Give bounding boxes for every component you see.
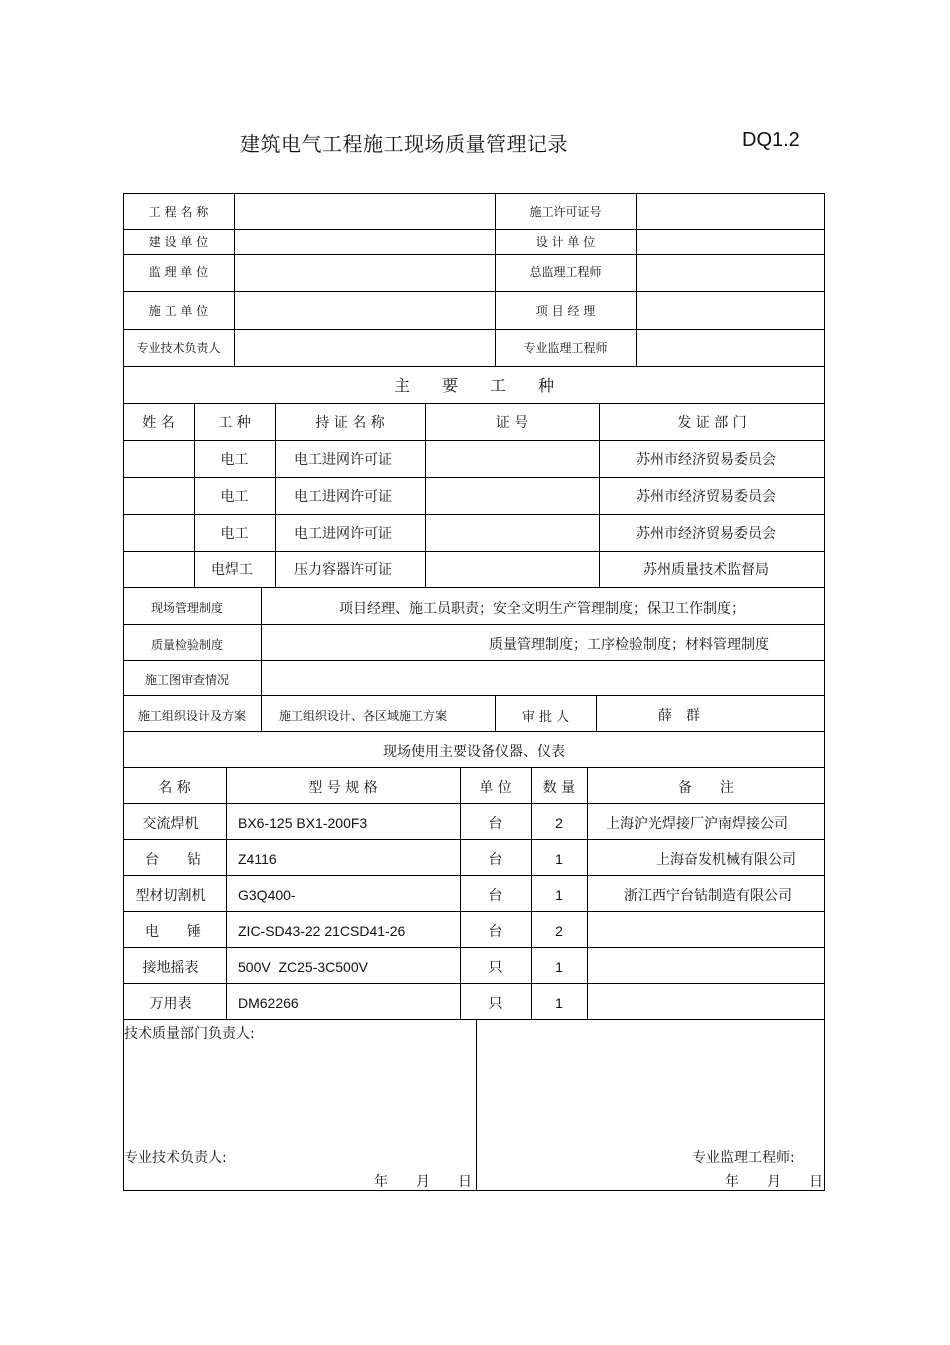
worker-cert: 电工进网许可证 [294, 488, 392, 505]
workers-header-cert: 持 证 名 称 [315, 414, 385, 431]
equipment-unit: 台 [488, 852, 503, 868]
equipment-note: 上海沪光焊接厂沪南焊接公司 [606, 816, 788, 832]
equipment-note [606, 949, 822, 985]
worker-cert-no [425, 514, 599, 551]
equipment-note [606, 985, 822, 1021]
equipment-unit: 台 [488, 888, 503, 904]
worker-issuer: 苏州市经济贸易委员会 [636, 451, 776, 468]
worker-name [123, 440, 194, 477]
worker-cert-no [425, 551, 599, 587]
qa-head-label: 技术质量部门负责人: [124, 1026, 255, 1042]
workers-header-name: 姓 名 [142, 414, 175, 431]
worker-cert: 电工进网许可证 [294, 525, 392, 542]
equipment-model: 500V ZC25-3C500V [238, 959, 368, 975]
label-org-design: 施工组织设计及方案 [137, 708, 246, 723]
label-contractor: 施 工 单 位 [148, 303, 209, 318]
equipment-unit: 台 [488, 816, 503, 832]
form-code: DQ1.2 [742, 129, 800, 151]
equipment-model: G3Q400- [238, 887, 296, 903]
equipment-qty: 1 [555, 959, 563, 975]
worker-trade: 电工 [220, 488, 249, 505]
worker-name [123, 477, 194, 514]
equipment-model: Z4116 [238, 851, 277, 867]
equipment-qty: 1 [555, 851, 563, 867]
label-drawing-review: 施工图审查情况 [144, 673, 229, 687]
equipment-model: ZIC-SD43-22 21CSD41-26 [238, 923, 406, 939]
tech-lead-sign-label: 专业技术负责人: [124, 1150, 227, 1166]
equipment-header-unit: 单 位 [479, 780, 512, 796]
worker-name [123, 514, 194, 551]
equipment-qty: 2 [555, 923, 563, 939]
worker-cert-no [425, 477, 599, 514]
label-site-mgmt: 现场管理制度 [150, 601, 223, 615]
equipment-note [606, 913, 822, 949]
col-divider [636, 193, 637, 366]
col-divider [234, 193, 235, 366]
label-tech-lead: 专业技术负责人 [136, 341, 221, 355]
col-divider [476, 1019, 477, 1191]
date-right: 年 月 日 [725, 1174, 823, 1190]
equipment-name: 型材切割机 [135, 888, 206, 904]
worker-name [123, 551, 194, 587]
workers-header-issuer: 发 证 部 门 [677, 414, 747, 431]
label-specialty-supervisor: 专业监理工程师 [523, 341, 608, 355]
worker-trade: 电工 [220, 451, 249, 468]
worker-cert-no [425, 440, 599, 477]
equipment-name: 台 钻 [145, 852, 201, 868]
equipment-qty: 1 [555, 887, 563, 903]
equipment-name: 交流焊机 [142, 816, 199, 832]
worker-issuer: 苏州市经济贸易委员会 [636, 488, 776, 505]
equipment-note: 浙江西宁台钻制造有限公司 [624, 888, 792, 904]
equipment-note: 上海奋发机械有限公司 [656, 852, 796, 868]
workers-header-cert-no: 证 号 [495, 414, 529, 431]
worker-trade: 电焊工 [211, 562, 253, 578]
label-qc: 质量检验制度 [150, 637, 223, 652]
label-permit-no: 施工许可证号 [529, 204, 602, 219]
specialty-supervisor-sign-label: 专业监理工程师: [692, 1150, 795, 1166]
label-designer: 设 计 单 位 [535, 235, 596, 249]
equipment-name: 电 锤 [145, 924, 201, 940]
col-divider [596, 695, 597, 731]
equipment-qty: 2 [555, 815, 563, 831]
equipment-model: BX6-125 BX1-200F3 [238, 815, 368, 831]
equipment-qty: 1 [555, 995, 563, 1011]
equipment-unit: 只 [488, 960, 503, 976]
value-qc: 质量管理制度；工序检验制度；材料管理制度 [489, 637, 769, 653]
label-chief-supervisor: 总监理工程师 [529, 265, 602, 279]
date-left: 年 月 日 [374, 1174, 472, 1190]
equipment-header-model: 型 号 规 格 [308, 780, 378, 796]
equipment-header-name: 名 称 [158, 780, 191, 796]
page-title: 建筑电气工程施工现场质量管理记录 [240, 132, 568, 156]
label-owner: 建 设 单 位 [148, 235, 209, 249]
worker-issuer: 苏州质量技术监督局 [643, 562, 769, 578]
label-project-name: 工 程 名 称 [148, 204, 209, 219]
equipment-section-title: 现场使用主要设备仪器、仪表 [383, 744, 565, 760]
equipment-name: 万用表 [149, 996, 192, 1012]
equipment-name: 接地摇表 [142, 960, 199, 976]
workers-header-trade: 工 种 [218, 414, 251, 431]
label-project-manager: 项 目 经 理 [535, 303, 596, 318]
value-org-design: 施工组织设计、各区域施工方案 [279, 708, 448, 723]
equipment-header-note: 备 注 [678, 780, 734, 796]
worker-trade: 电工 [220, 525, 249, 542]
row-divider [123, 587, 825, 588]
worker-cert: 压力容器许可证 [294, 562, 392, 578]
equipment-unit: 只 [488, 996, 503, 1012]
value-site-mgmt: 项目经理、施工员职责；安全文明生产管理制度；保卫工作制度； [339, 600, 745, 617]
equipment-unit: 台 [488, 924, 503, 940]
equipment-model: DM62266 [238, 995, 299, 1011]
worker-cert: 电工进网许可证 [294, 451, 392, 468]
label-approver: 审 批 人 [521, 709, 570, 725]
workers-section-title: 主 要 工 种 [393, 376, 554, 395]
col-divider [261, 587, 262, 731]
value-approver: 薛 群 [658, 708, 700, 724]
value-drawing-review [275, 662, 815, 697]
equipment-header-qty: 数 量 [542, 780, 576, 796]
label-supervisor: 监 理 单 位 [148, 265, 209, 279]
worker-issuer: 苏州市经济贸易委员会 [636, 525, 776, 542]
